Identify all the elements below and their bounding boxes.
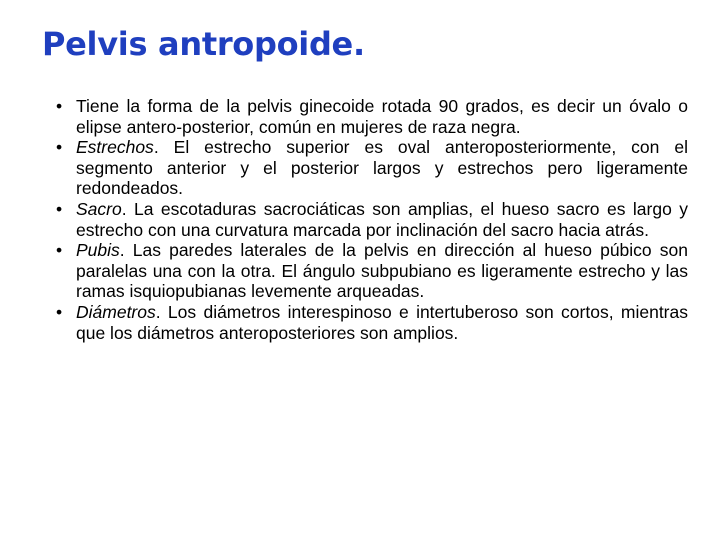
bullet-marker: •: [56, 198, 63, 219]
bullet-item-diametros: [56, 302, 688, 343]
bullet-item-estrechos: [56, 137, 688, 199]
bullet-text: Tiene la forma de la pelvis ginecoide rotada 90 grados, es decir un óvalo o elipse antero-posterior, común en mujeres de raza negra.: [76, 96, 688, 137]
bullet-item-pubis: [56, 240, 688, 302]
bullet-marker: •: [56, 137, 63, 158]
bullet-text: . Los diámetros interespinoso e intertuberoso son cortos, mientras que los diámetros anteroposteriores son amplios.: [76, 301, 688, 343]
bullet-marker: •: [56, 96, 63, 116]
bullet-keyword: Estrechos: [76, 137, 154, 158]
bullet-keyword: Diámetros: [76, 301, 156, 322]
bullet-marker: •: [56, 301, 63, 322]
bullet-item-sacro: [56, 199, 688, 240]
slide-title: Pelvis antropoide.: [42, 25, 365, 63]
bullet-keyword: Sacro: [76, 198, 122, 219]
bullet-keyword: Pubis: [76, 240, 120, 261]
bullet-text: . La escotaduras sacrociáticas son amplias, el hueso sacro es largo y estrecho con una curvatura marcada por inclinación del sacro hacia atrás.: [76, 198, 688, 240]
bullet-marker: •: [56, 240, 63, 261]
bullet-list: [56, 96, 688, 343]
bullet-text: . El estrecho superior es oval anteroposteriormente, con el segmento anterior y el posterior largos y estrechos pero ligeramente redondeados.: [76, 137, 688, 199]
bullet-item-forma: [56, 96, 688, 137]
bullet-text: . Las paredes laterales de la pelvis en dirección al hueso púbico son paralelas una con la otra. El ángulo subpubiano es ligeramente estrecho y las ramas isquiopubianas levemente arqueadas.: [76, 240, 688, 302]
